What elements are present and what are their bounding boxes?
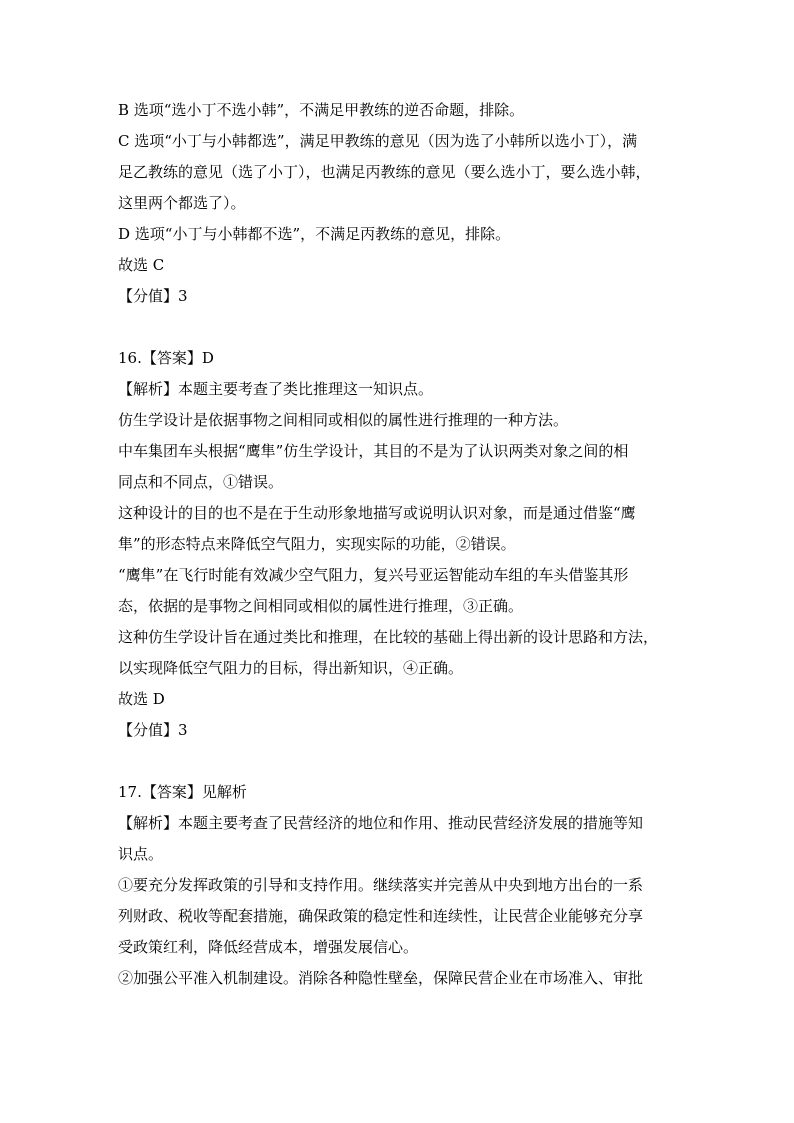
q15-option-c-analysis-line-3: 这里两个都选了）。 (118, 194, 246, 212)
q17-point-1-cont: 受政策红利，降低经营成本，增强发展信心。 (118, 938, 419, 956)
q17-section (118, 777, 683, 994)
q16-analysis-line: 同点和不同点，①错误。 (118, 473, 284, 491)
q15-option-d-analysis: D 选项“小丁与小韩都不选”，不满足丙教练的意见，排除。 (118, 225, 511, 243)
q15-option-c-analysis-line-1: C 选项“小丁与小韩都选”，满足甲教练的意见（因为选了小韩所以选小丁），满 (118, 132, 638, 150)
q15-option-b-analysis: B 选项“选小丁不选小韩”，不满足甲教练的逆否命题，排除。 (118, 101, 525, 119)
q15-conclusion: 故选 C (118, 256, 165, 274)
q16-answer: 16.【答案】D (118, 349, 214, 367)
q16-analysis-line: 中车集团车头根据“鹰隼”仿生学设计，其目的不是为了认识两类对象之间的相 (118, 442, 629, 460)
q16-score: 【分值】3 (118, 721, 188, 739)
q17-analysis-line: 识点。 (118, 845, 164, 863)
q17-point-1: ①要充分发挥政策的引导和支持作用。继续落实并完善从中央到地方出台的一系 (118, 876, 644, 894)
q15-score: 【分值】3 (118, 287, 188, 305)
section-gap (118, 746, 683, 777)
q16-section (118, 343, 683, 746)
q16-analysis-line: “鹰隼”在飞行时能有效减少空气阻力，复兴号亚运智能动车组的车头借鉴其形 (118, 566, 629, 584)
q16-analysis-line: 这种设计的目的也不是在于生动形象地描写或说明认识对象，而是通过借鉴“鹰 (118, 504, 636, 522)
q16-analysis-line: 以实现降低空气阻力的目标，得出新知识，④正确。 (118, 659, 464, 677)
q17-answer: 17.【答案】见解析 (118, 783, 247, 801)
q15-explanation-tail (118, 95, 683, 312)
q16-analysis-line: 隼”的形态特点来降低空气阻力，实现实际的功能，②错误。 (118, 535, 516, 553)
q16-analysis-line: 态，依据的是事物之间相同或相似的属性进行推理，③正确。 (118, 597, 524, 615)
q17-analysis-heading: 【解析】本题主要考查了民营经济的地位和作用、推动民营经济发展的措施等知 (118, 814, 644, 832)
q16-analysis-line: 这种仿生学设计旨在通过类比和推理，在比较的基础上得出新的设计思路和方法， (118, 628, 659, 646)
q16-conclusion: 故选 D (118, 690, 165, 708)
q15-option-c-analysis-line-2: 足乙教练的意见（选了小丁），也满足丙教练的意见（要么选小丁，要么选小韩， (118, 163, 651, 181)
q17-point-2: ②加强公平准入机制建设。消除各种隐性壁垒，保障民营企业在市场准入、审批 (118, 969, 644, 987)
section-gap (118, 312, 683, 343)
q16-analysis-line: 仿生学设计是依据事物之间相同或相似的属性进行推理的一种方法。 (118, 411, 569, 429)
q17-point-1-cont: 列财政、税收等配套措施，确保政策的稳定性和连续性，让民营企业能够充分享 (118, 907, 644, 925)
page-content (118, 95, 683, 994)
q16-analysis-heading: 【解析】本题主要考查了类比推理这一知识点。 (118, 380, 434, 398)
